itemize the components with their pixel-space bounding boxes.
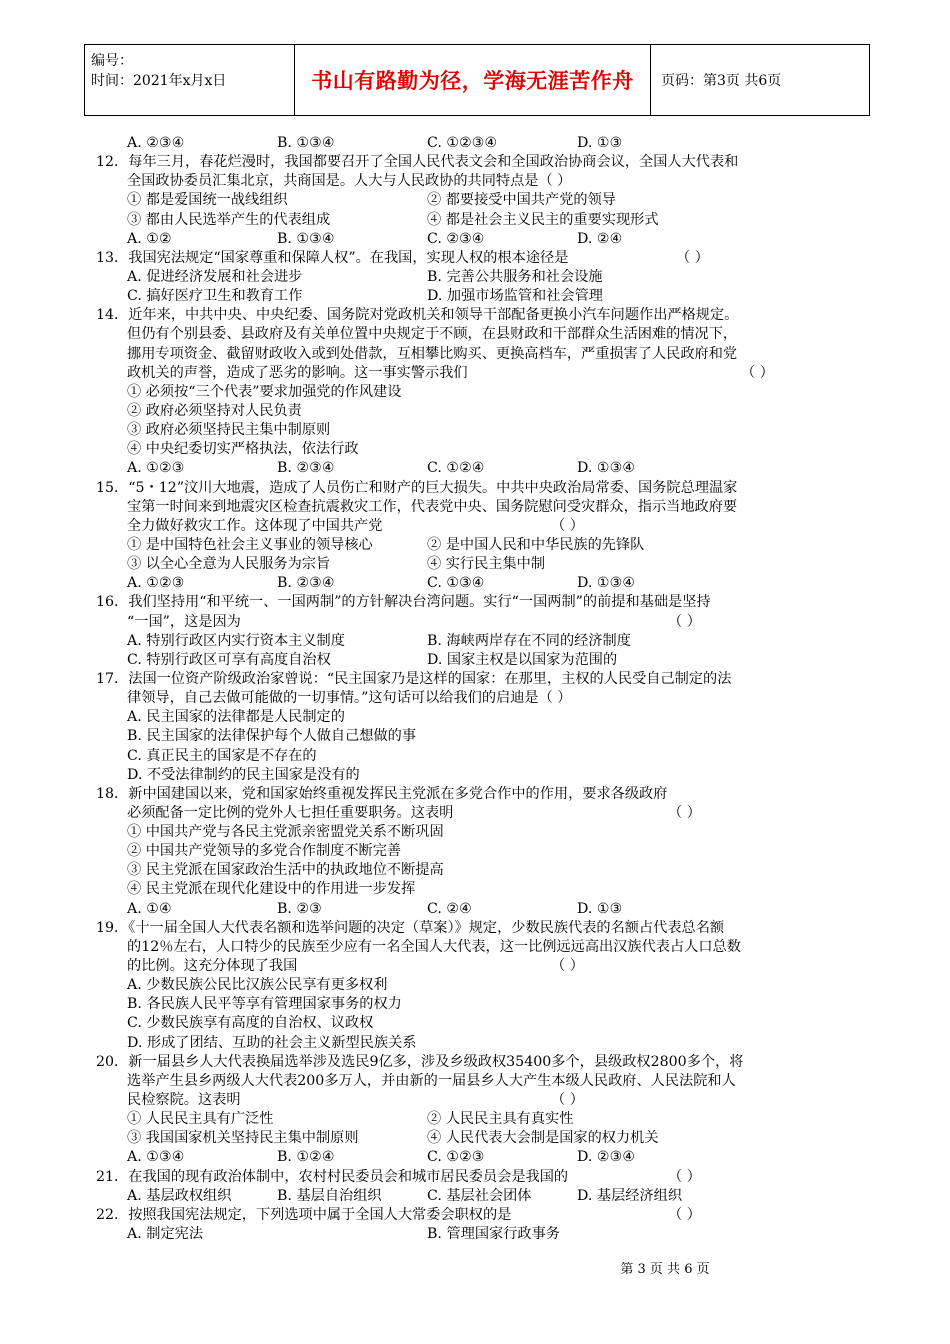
question-text: 新一届县乡人大代表换届选举涉及选民9亿多，涉及乡级政权35400多个，县级政权2800多个，将: [128, 1053, 744, 1070]
option-cell: B. ①③④: [277, 135, 335, 151]
text-line: [96, 823, 866, 842]
option-cell: C. ②③④: [427, 230, 485, 247]
option-cell: ③ 我国国家机关坚持民主集中制原则: [127, 1130, 359, 1147]
options-line: [96, 536, 866, 555]
option-cell: A. ①②③: [127, 460, 185, 477]
text-line: [96, 957, 866, 976]
options-line: [96, 555, 866, 574]
question-number: 13．: [96, 249, 129, 266]
option-cell: ④ 实行民主集中制: [427, 556, 546, 573]
text-line: [96, 364, 866, 383]
option-cell: B. ②③④: [277, 575, 335, 592]
text-line: [96, 325, 866, 344]
option-cell: D. 基层经济组织: [577, 1187, 683, 1204]
question-text: 我们坚持用“和平统一、一国两制”的方针解决台湾问题。实行“一国两制”的前提和基础是坚持: [128, 594, 711, 611]
line-text: ② 中国共产党领导的多党合作制度不断完善: [127, 843, 402, 860]
option-cell: C. 搞好医疗卫生和教育工作: [127, 288, 303, 305]
option-cell: ③ 以全心全意为人民服务为宗旨: [127, 556, 331, 573]
question-number: 18．: [96, 785, 129, 802]
header-motto: 书山有路勤为径，学海无涯苦作舟: [295, 45, 651, 115]
question-number: 21．: [96, 1168, 129, 1185]
time-label: 时间：2021年x月x日: [91, 73, 227, 89]
text-line: [96, 402, 866, 421]
question-number: 20．: [96, 1053, 129, 1070]
page-footer: 第 3 页 共 6 页: [620, 1262, 710, 1277]
options-line: [96, 632, 866, 651]
option-cell: D. ②③④: [577, 1149, 636, 1166]
text-line: [96, 172, 866, 191]
question-number: 17．: [96, 670, 129, 687]
line-text: 全国政协委员汇集北京，共商国是。人大与人民政协的共同特点是（ ）: [127, 173, 572, 190]
question-text: 每年三月，春花烂漫时，我国都要召开了全国人民代表文会和全国政治协商会议，全国人大代表和: [128, 154, 739, 171]
question-text: 法国一位资产阶级政治家曾说：“民主国家乃是这样的国家：在那里，主权的人民受自己制定的法: [128, 670, 732, 687]
options-line: [96, 459, 866, 478]
answer-parenthesis: （ ）: [551, 1092, 584, 1109]
line-text: 必须配备一定比例的党外人七担任重要职务。这表明: [127, 804, 454, 821]
question-line: [96, 479, 866, 498]
option-cell: C. 特别行政区可享有高度自治权: [127, 651, 331, 668]
option-cell: C. ①②③: [427, 1149, 485, 1166]
question-line: [96, 1053, 866, 1072]
question-text: 近年来，中共中央、中央纪委、国务院对党政机关和领导干部配备更换小汽车问题作出严格规定。: [128, 307, 739, 324]
option-cell: B. 管理国家行政事务: [427, 1226, 560, 1243]
question-line: [96, 785, 866, 804]
option-cell: D. ②④: [577, 230, 623, 247]
question-line: [96, 306, 866, 325]
text-line: [96, 1091, 866, 1110]
option-cell: B. 完善公共服务和社会设施: [427, 268, 603, 285]
option-cell: A. 促进经济发展和社会进步: [127, 268, 303, 285]
option-cell: A. ①②③: [127, 575, 185, 592]
option-cell: C. ②④: [427, 900, 472, 917]
answer-parenthesis: （ ）: [676, 249, 709, 266]
option-cell: ④ 都是社会主义民主的重要实现形式: [427, 211, 659, 228]
option-cell: D. 加强市场监管和社会管理: [427, 288, 603, 305]
question-text: 《十一届全国人大代表名额和选举问题的决定（草案）》规定，少数民族代表的名额占代表总名额: [128, 919, 725, 936]
options-line: [96, 287, 866, 306]
line-text: ④ 中央纪委切实严格执法，依法行政: [127, 441, 359, 458]
text-line: [96, 345, 866, 364]
question-number: 14．: [96, 307, 129, 324]
text-line: [96, 708, 866, 727]
line-text: A. 少数民族公民比汉族公民享有更多权利: [127, 977, 388, 994]
text-line: [96, 804, 866, 823]
option-cell: B. ②③④: [277, 460, 335, 477]
text-line: [96, 995, 866, 1014]
line-text: C. 真正民主的国家是不存在的: [127, 747, 317, 764]
option-cell: D. ①③: [577, 900, 623, 917]
answer-parenthesis: （ ）: [668, 613, 701, 630]
option-cell: A. ①④: [127, 900, 172, 917]
line-text: ① 中国共产党与各民主党派亲密盟党关系不断巩固: [127, 824, 444, 841]
answer-parenthesis: （ ）: [668, 1168, 701, 1185]
line-text: 全力做好救灾工作。这体现了中国共产党: [127, 517, 383, 534]
question-number: 15．: [96, 479, 129, 496]
question-text: 在我国的现有政治体制中，农村村民委员会和城市居民委员会是我国的: [128, 1168, 569, 1185]
line-text: B. 各民族人民平等享有管理国家事务的权力: [127, 996, 402, 1013]
question-line: [96, 670, 866, 689]
page-header: [84, 44, 870, 116]
option-cell: B. ②③: [277, 900, 322, 917]
option-cell: B. ①②④: [277, 1149, 335, 1166]
option-cell: ④ 人民代表大会制是国家的权力机关: [427, 1130, 659, 1147]
question-line: [96, 593, 866, 612]
line-text: 挪用专项资金、截留财政收入或到处借款，互相攀比购买、更换高档车，严重损害了人民政府和党: [127, 345, 738, 362]
options-line: [96, 574, 866, 593]
line-text: A. 民主国家的法律都是人民制定的: [127, 709, 345, 726]
option-cell: B. ①③④: [277, 230, 335, 247]
text-line: [96, 727, 866, 746]
line-text: D. 形成了团结、互助的社会主义新型民族关系: [127, 1034, 417, 1051]
options-line: [96, 1148, 866, 1167]
options-line: [96, 211, 866, 230]
question-line: [96, 919, 866, 938]
option-cell: ① 都是爱国统一战线组织: [127, 192, 288, 209]
option-cell: C. ①③④: [427, 575, 485, 592]
question-text: 新中国建国以来，党和国家始终重视发挥民主党派在多党合作中的作用，要求各级政府: [128, 785, 668, 802]
option-cell: A. ②③④: [127, 135, 185, 151]
answer-parenthesis: （ ）: [741, 364, 774, 381]
options-line: [96, 268, 866, 287]
option-cell: D. 国家主权是以国家为范围的: [427, 651, 618, 668]
line-text: ③ 民主党派在国家政治生活中的执政地位不断提高: [127, 862, 444, 879]
option-cell: D. ①③④: [577, 575, 636, 592]
text-line: [96, 976, 866, 995]
question-number: 16．: [96, 594, 129, 611]
option-cell: A. 制定宪法: [127, 1226, 204, 1243]
option-cell: C. ①②④: [427, 460, 485, 477]
options-line: [96, 1225, 866, 1244]
question-line: [96, 1206, 866, 1225]
line-text: ④ 民主党派在现代化建设中的作用进一步发挥: [127, 881, 416, 898]
text-line: [96, 689, 866, 708]
option-cell: C. 基层社会团体: [427, 1187, 532, 1204]
answer-parenthesis: （ ）: [668, 804, 701, 821]
text-line: [96, 1014, 866, 1033]
line-text: 民检察院。这表明: [127, 1092, 241, 1109]
option-cell: D. ①③④: [577, 460, 636, 477]
text-line: [96, 1034, 866, 1053]
line-text: 但仍有个别县委、县政府及有关单位置中央规定于不顾，在县财政和干部群众生活困难的情况下，: [127, 326, 738, 343]
options-line: [96, 191, 866, 210]
header-page-info: 页码：第3页 共6页: [661, 73, 782, 89]
question-line: [96, 153, 866, 172]
line-text: 宝第一时间来到地震灾区检查抗震救灾工作，代表党中央、国务院慰问受灾群众，指示当地政府要: [127, 498, 738, 515]
line-text: ② 政府必须坚持对人民负责: [127, 402, 302, 419]
text-line: [96, 880, 866, 899]
text-line: [96, 498, 866, 517]
text-line: [96, 842, 866, 861]
text-line: [96, 517, 866, 536]
options-line: [96, 651, 866, 670]
question-text: 我国宪法规定“国家尊重和保障人权”。在我国，实现人权的根本途径是: [128, 249, 569, 266]
option-cell: A. ①②: [127, 230, 172, 247]
question-line: [96, 1168, 866, 1187]
question-number: 22．: [96, 1206, 129, 1223]
line-text: ① 必须按“三个代表”要求加强党的作风建设: [127, 383, 402, 400]
line-text: 的12％左右，人口特少的民族至少应有一名全国人大代表，这一比例远远高出汉族代表占人口总数: [127, 938, 741, 955]
text-line: [96, 440, 866, 459]
header-meta: [85, 45, 295, 115]
question-text: 按照我国宪法规定，下列选项中属于全国人大常委会职权的是: [128, 1206, 512, 1223]
options-line: [96, 134, 866, 153]
question-number: 12．: [96, 154, 129, 171]
options-line: [96, 1187, 866, 1206]
options-line: [96, 1110, 866, 1129]
options-line: [96, 1129, 866, 1148]
option-cell: A. ①③④: [127, 1149, 185, 1166]
line-text: D. 不受法律制约的民主国家是没有的: [127, 766, 360, 783]
option-cell: ② 都要接受中国共产党的领导: [427, 192, 616, 209]
question-line: [96, 249, 866, 268]
option-cell: C. ①②③④: [427, 135, 498, 151]
answer-parenthesis: （ ）: [551, 958, 584, 975]
text-line: [96, 861, 866, 880]
option-cell: A. 特别行政区内实行资本主义制度: [127, 632, 345, 649]
option-cell: ① 是中国特色社会主义事业的领导核心: [127, 536, 373, 553]
option-cell: A. 基层政权组织: [127, 1187, 232, 1204]
line-text: B. 民主国家的法律保护每个人做自己想做的事: [127, 728, 417, 745]
text-line: [96, 1072, 866, 1091]
option-cell: B. 基层自治组织: [277, 1187, 382, 1204]
text-line: [96, 747, 866, 766]
line-text: 政机关的声誉，造成了恶劣的影响。这一事实警示我们: [127, 364, 468, 381]
text-line: [96, 938, 866, 957]
option-cell: D. ①③: [577, 135, 623, 151]
question-text: “5・12”汶川大地震，造成了人员伤亡和财产的巨大损失。中共中央政治局常委、国务院总理温家: [128, 479, 738, 496]
answer-parenthesis: （ ）: [551, 517, 584, 534]
answer-parenthesis: （ ）: [668, 1206, 701, 1223]
option-cell: ③ 都由人民选举产生的代表组成: [127, 211, 331, 228]
text-line: [96, 383, 866, 402]
option-cell: ② 人民民主具有真实性: [427, 1111, 574, 1128]
option-cell: ② 是中国人民和中华民族的先锋队: [427, 536, 645, 553]
options-line: [96, 230, 866, 249]
question-list: [96, 134, 866, 1244]
option-cell: ① 人民民主具有广泛性: [127, 1111, 274, 1128]
line-text: “一国”，这是因为: [127, 613, 241, 630]
line-text: 的比例。这充分体现了我国: [127, 958, 298, 975]
line-text: 选举产生县乡两级人大代表200多万人，并由新的一届县乡人大产生本级人民政府、人民法院和人: [127, 1072, 736, 1089]
line-text: ③ 政府必须坚持民主集中制原则: [127, 422, 331, 439]
text-line: [96, 421, 866, 440]
question-number: 19．: [96, 919, 129, 936]
text-line: [96, 613, 866, 632]
options-line: [96, 900, 866, 919]
option-cell: B. 海峡两岸存在不同的经济制度: [427, 632, 631, 649]
text-line: [96, 766, 866, 785]
number-label: 编号：: [91, 53, 133, 69]
line-text: 律领导，自己去做可能做的一切事情。”这句话可以给我们的启迪是（ ）: [127, 690, 572, 707]
line-text: C. 少数民族享有高度的自治权、议政权: [127, 1015, 374, 1032]
